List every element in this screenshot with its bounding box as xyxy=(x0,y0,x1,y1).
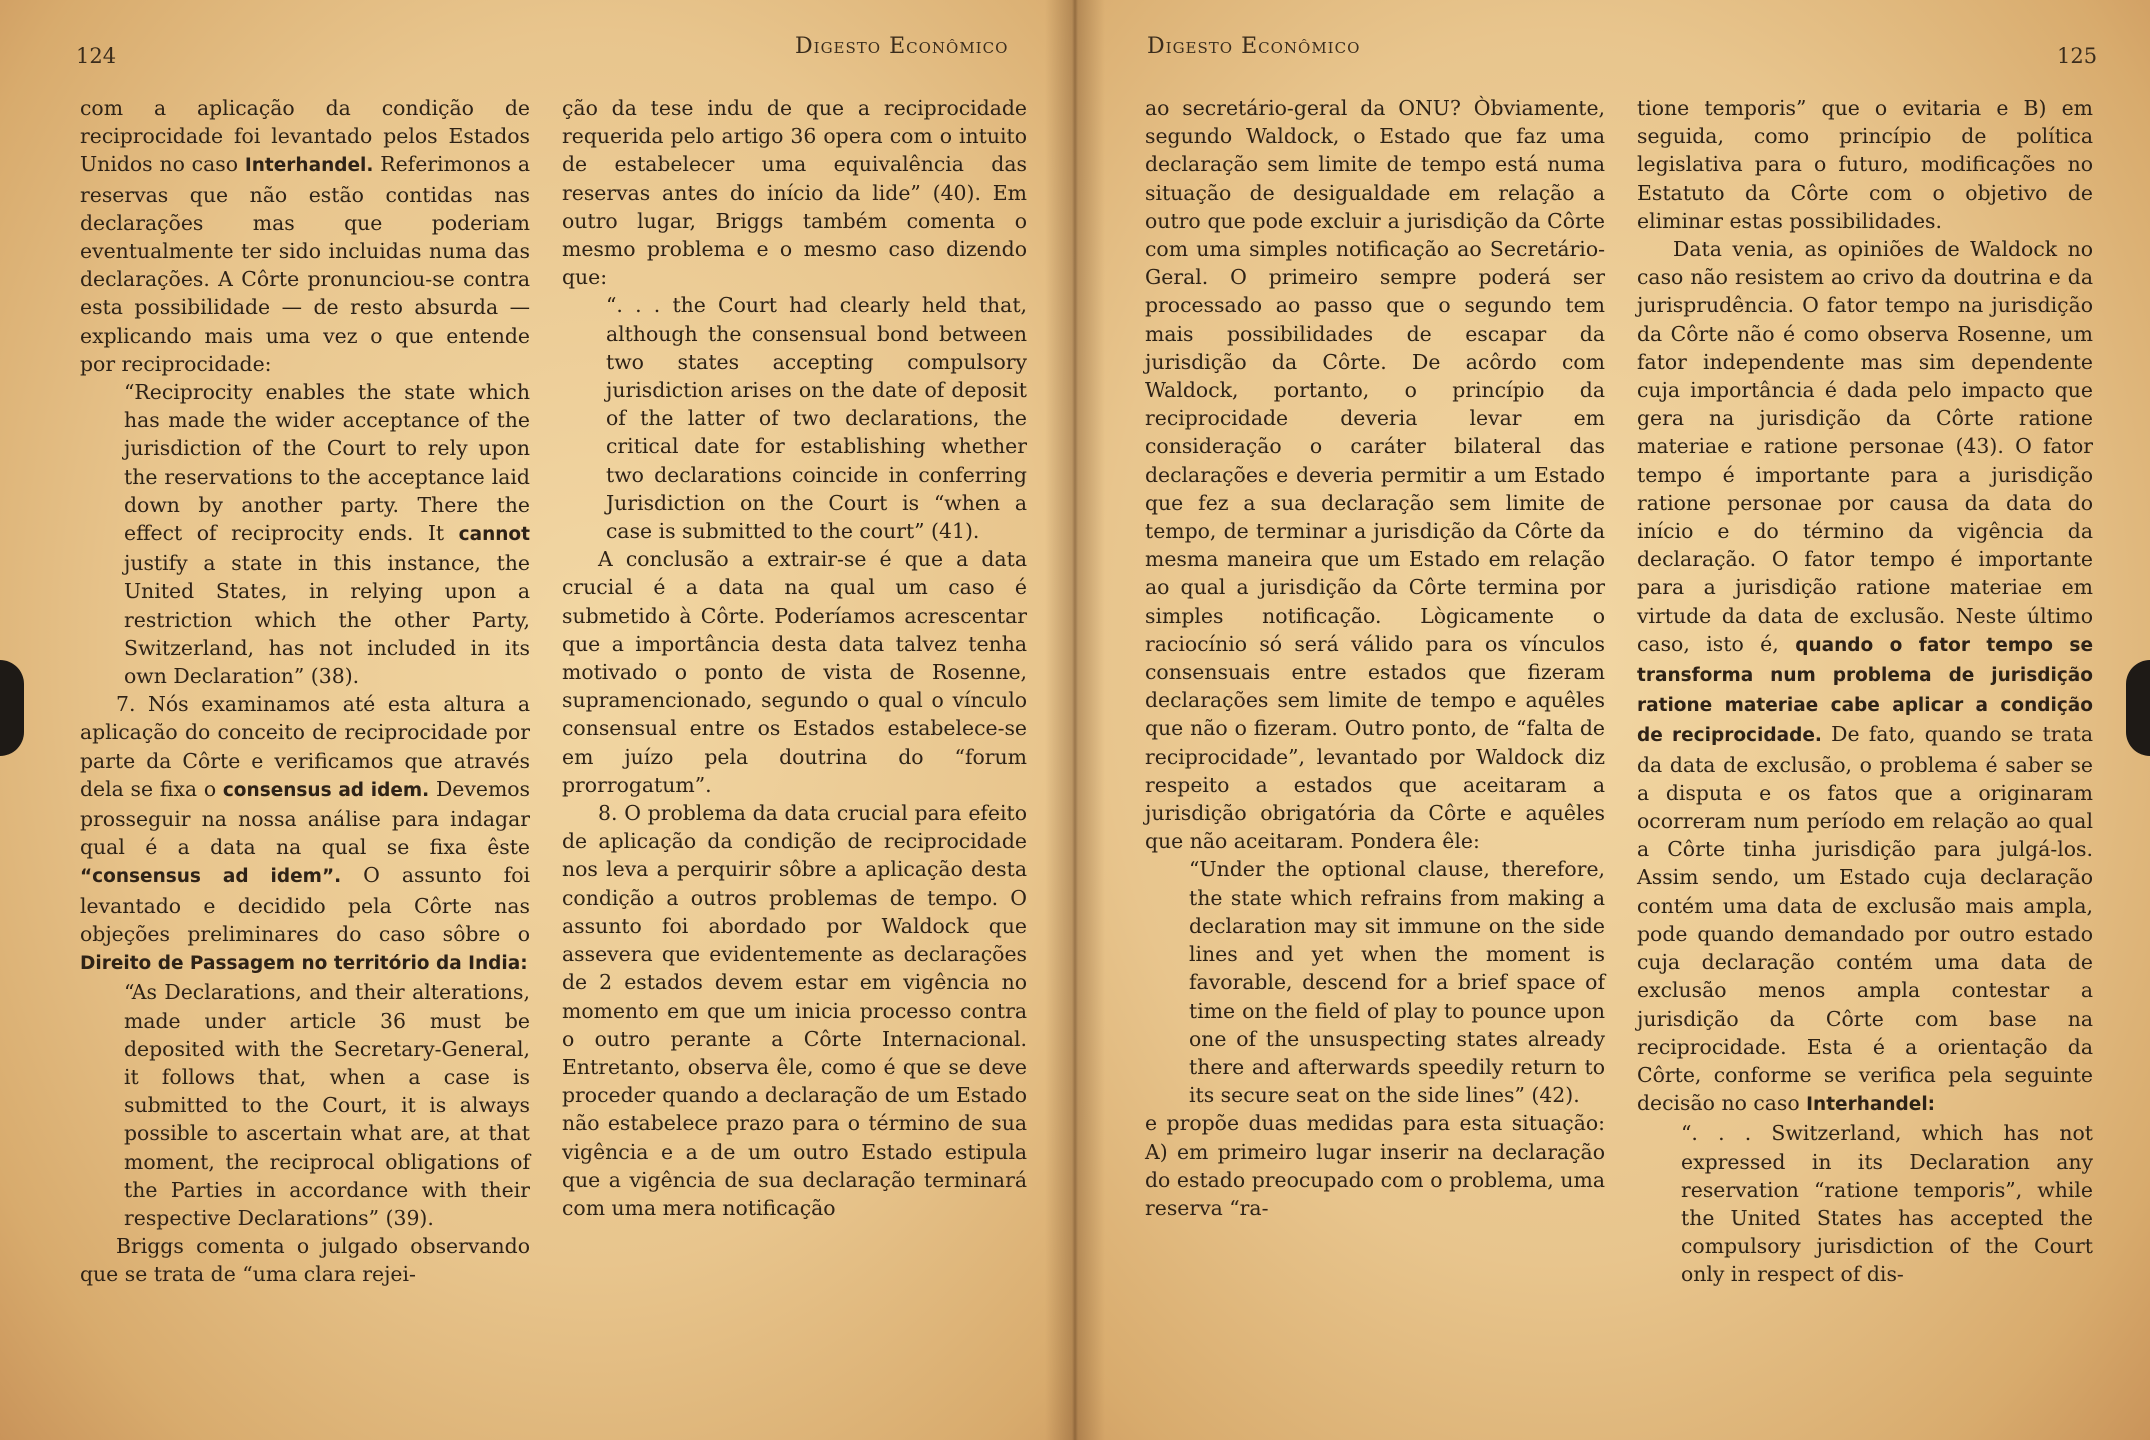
left-col2-paragraph-2: A conclusão a extrair-se é que a data crucial é a data na qual um caso é submetido à Côrte. Poderíamos acrescentar que a importância desta data talvez tenha motivado o ponto de vista de Rosenne, supramencionado, segundo o qual o vínculo consensual entre os Estados estabelece-se em juízo pela doutrina do “forum prorrogatum”. xyxy=(562,547,1027,797)
left-col1-quote-1 xyxy=(124,378,530,690)
right-page xyxy=(1075,0,2150,1440)
left-running-head: Digesto Econômico xyxy=(795,34,1009,59)
text-run: Data venia, as opiniões de Waldock no caso não resistem ao crivo da doutrina e da jurisprudência. O fator tempo na jurisdição da Côrte não é como observa Rosenne, um fator independente mas sim dependente cuja importância é dada pelo impacto que gera na jurisdição da Côrte ratione materiae e ratione personae (43). O fator tempo é importante para a jurisdição ratione personae por causa da data do início e do término da vigência da declaração. O fator tempo é importante para a jurisdição ratione materiae em virtude da data de exclusão. Neste último caso, isto é, xyxy=(1637,237,2093,656)
right-running-head: Digesto Econômico xyxy=(1147,34,1361,59)
bold-term: consensus ad idem. xyxy=(222,779,430,801)
left-column-1 xyxy=(80,94,530,1289)
bold-term: “consensus ad idem”. xyxy=(80,866,342,888)
right-col1-paragraph-1: ao secretário-geral da ONU? Òbviamente, segundo Waldock, o Estado que faz uma declaração sem limite de tempo está numa situação de desigualdade em relação a outro que pode excluir a jurisdição da Côrte com uma simples notificação ao Secretário-Geral. O primeiro sempre poderá ser processado ao passo que o segundo tem mais possibilidades de escapar da jurisdição da Côrte. De acôrdo com Waldock, portanto, o princípio da reciprocidade deveria levar em consideração o caráter bilateral das declarações e deveria permitir a um Estado que fez a sua declaração sem limite de tempo, de terminar a jurisdição da Côrte da mesma maneira que um Estado em relação ao qual a jurisdição da Côrte termina por simples notificação. Lògicamente o raciocínio só será válido para os vínculos consensuais entre estados que fizeram declarações sem limite de tempo e aquêles que não o fizeram. Outro ponto, de “falta de reciprocidade”, levantado por Waldock diz respeito a estados que aceitaram a jurisdição obrigatória da Côrte e aquêles que não aceitaram. Pondera êle: xyxy=(1145,96,1605,854)
right-col2-quote-1: “. . . Switzerland, which has not expressed in its Declaration any reservation “ratione temporis”, while the United States has accepted the compulsory jurisdiction of the Court only in respect of dis- xyxy=(1681,1121,2093,1287)
right-col2-paragraph-2 xyxy=(1637,235,2093,1119)
bold-emphasis: cannot xyxy=(458,524,530,546)
text-run: O assunto foi levantado e decidido pela Côrte nas objeções preliminares do caso sôbre o xyxy=(80,863,530,946)
bold-emphasis: quando o fator tempo se transforma num problema de jurisdição ratione materiae cabe aplicar a condição de reciprocidade. xyxy=(1637,634,2093,747)
text-run: Referimonos a reservas que não estão contidas nas declarações mas que poderiam eventualmente ter sido incluidas numa das declarações. A Côrte pronunciou-se contra esta possibilidade — de resto absurda — explicando mais uma vez o que entende por reciprocidade: xyxy=(80,152,531,376)
left-col2-paragraph-3: 8. O problema da data crucial para efeito de aplicação da condição de reciprocidade nos leva a perquirir sôbre a aplicação desta condição a outros problemas de tempo. O assunto foi abordado por Waldock que assevera que evidentemente as declarações de 2 estados devem estar em vigência no momento em que um inicia processo contra o outro perante a Côrte Internacional. Entretanto, observa êle, como é que se deve proceder quando a declaração de um Estado não estabelece prazo para o término de sua vigência e a de um outro Estado estipula que a vigência de sua declaração terminará com uma mera notificação xyxy=(562,801,1027,1220)
right-page-number: 125 xyxy=(2057,44,2098,68)
binding-hole-right xyxy=(2126,660,2150,756)
text-run: De fato, quando se trata da data de exclusão, o problema é saber se a disputa e os fatos que a originaram ocorreram num período em relação ao qual a Côrte tinha jurisdição para julgá-los. Assim sendo, um Estado cuja declaração contém uma data de exclusão mais ampla, pode quando demandado por outro estado cuja declaração contém uma data de exclusão menos ampla contestar a jurisdição da Côrte com base na reciprocidade. Esta é a orientação da Côrte, conforme se verifica pela seguinte decisão no caso xyxy=(1637,722,2093,1116)
left-col1-paragraph-2 xyxy=(80,690,530,978)
text-run: justify a state in this instance, the United States, in relying upon a restriction which the other Party, Switzerland, has not included in its own Declaration” (38). xyxy=(124,551,530,689)
left-col2-paragraph-1: ção da tese indu de que a reciprocidade requerida pelo artigo 36 opera com o intuito de estabelecer uma equivalência das reservas antes do início da lide” (40). Em outro lugar, Briggs também comenta o mesmo problema e o mesmo caso dizendo que: xyxy=(562,96,1027,290)
text-run: 7. Nós examinamos até esta altura a aplicação do conceito de reciprocidade por parte da Côrte e verificamos que através dela se fixa o xyxy=(80,692,530,801)
right-column-2 xyxy=(1637,94,2093,1289)
right-col1-quote-1: “Under the optional clause, therefore, the state which refrains from making a declaration may sit immune on the side lines and yet when the moment is favorable, descend for a brief space of time on the field of play to pounce upon one of the unsuspecting states already there and afterwards speedily return to its secure seat on the side lines” (42). xyxy=(1189,857,1605,1108)
left-page-number: 124 xyxy=(76,44,117,68)
left-col1-quote-2: “As Declarations, and their alterations, made under article 36 must be deposited with the Secretary-General, it follows that, when a case is submitted to the Court, it is always possible to ascertain what are, at that moment, the reciprocal obligations of the Parties in accordance with their respective Declarations” (39). xyxy=(124,980,530,1230)
left-col1-paragraph-1 xyxy=(80,94,530,378)
bold-case-name: Direito de Passagem no território da India: xyxy=(80,953,528,975)
left-col2-quote-1: “. . . the Court had clearly held that, although the consensual bond between two states accepting compulsory jurisdiction arises on the date of deposit of the latter of two declarations, the critical date for establishing whether two declarations coincide in conferring Jurisdiction on the Court is “when a case is submitted to the court” (41). xyxy=(606,293,1027,544)
text-run: “Reciprocity enables the state which has made the wider acceptance of the jurisdiction of the Court to rely upon the reservations to the acceptance laid down by another party. There the effect of reciprocity ends. It xyxy=(124,380,530,546)
text-run: com a aplicação da condição de reciprocidade foi levantado pelos Estados Unidos no caso xyxy=(80,96,530,177)
left-column-2 xyxy=(562,94,1027,1222)
bold-case-name: Interhandel. xyxy=(244,155,374,177)
right-column-1 xyxy=(1145,94,1605,1222)
book-gutter xyxy=(1045,0,1105,1440)
right-col2-paragraph-1: tione temporis” que o evitaria e B) em seguida, como princípio de política legislativa para o futuro, modificações no Estatuto da Côrte com o objetivo de eliminar estas possibilidades. xyxy=(1637,96,2093,233)
text-run: Devemos prosseguir na nossa análise para indagar qual é a data na qual se fixa êste xyxy=(80,776,531,860)
left-col1-paragraph-3: Briggs comenta o julgado observando que se trata de “uma clara rejei- xyxy=(80,1234,530,1287)
binding-hole-left xyxy=(0,660,24,756)
bold-case-name: Interhandel: xyxy=(1806,1094,1936,1116)
right-col1-paragraph-2: e propõe duas medidas para esta situação: A) em primeiro lugar inserir na declaração do estado preocupado com o problema, uma reserva “ra- xyxy=(1145,1111,1605,1220)
